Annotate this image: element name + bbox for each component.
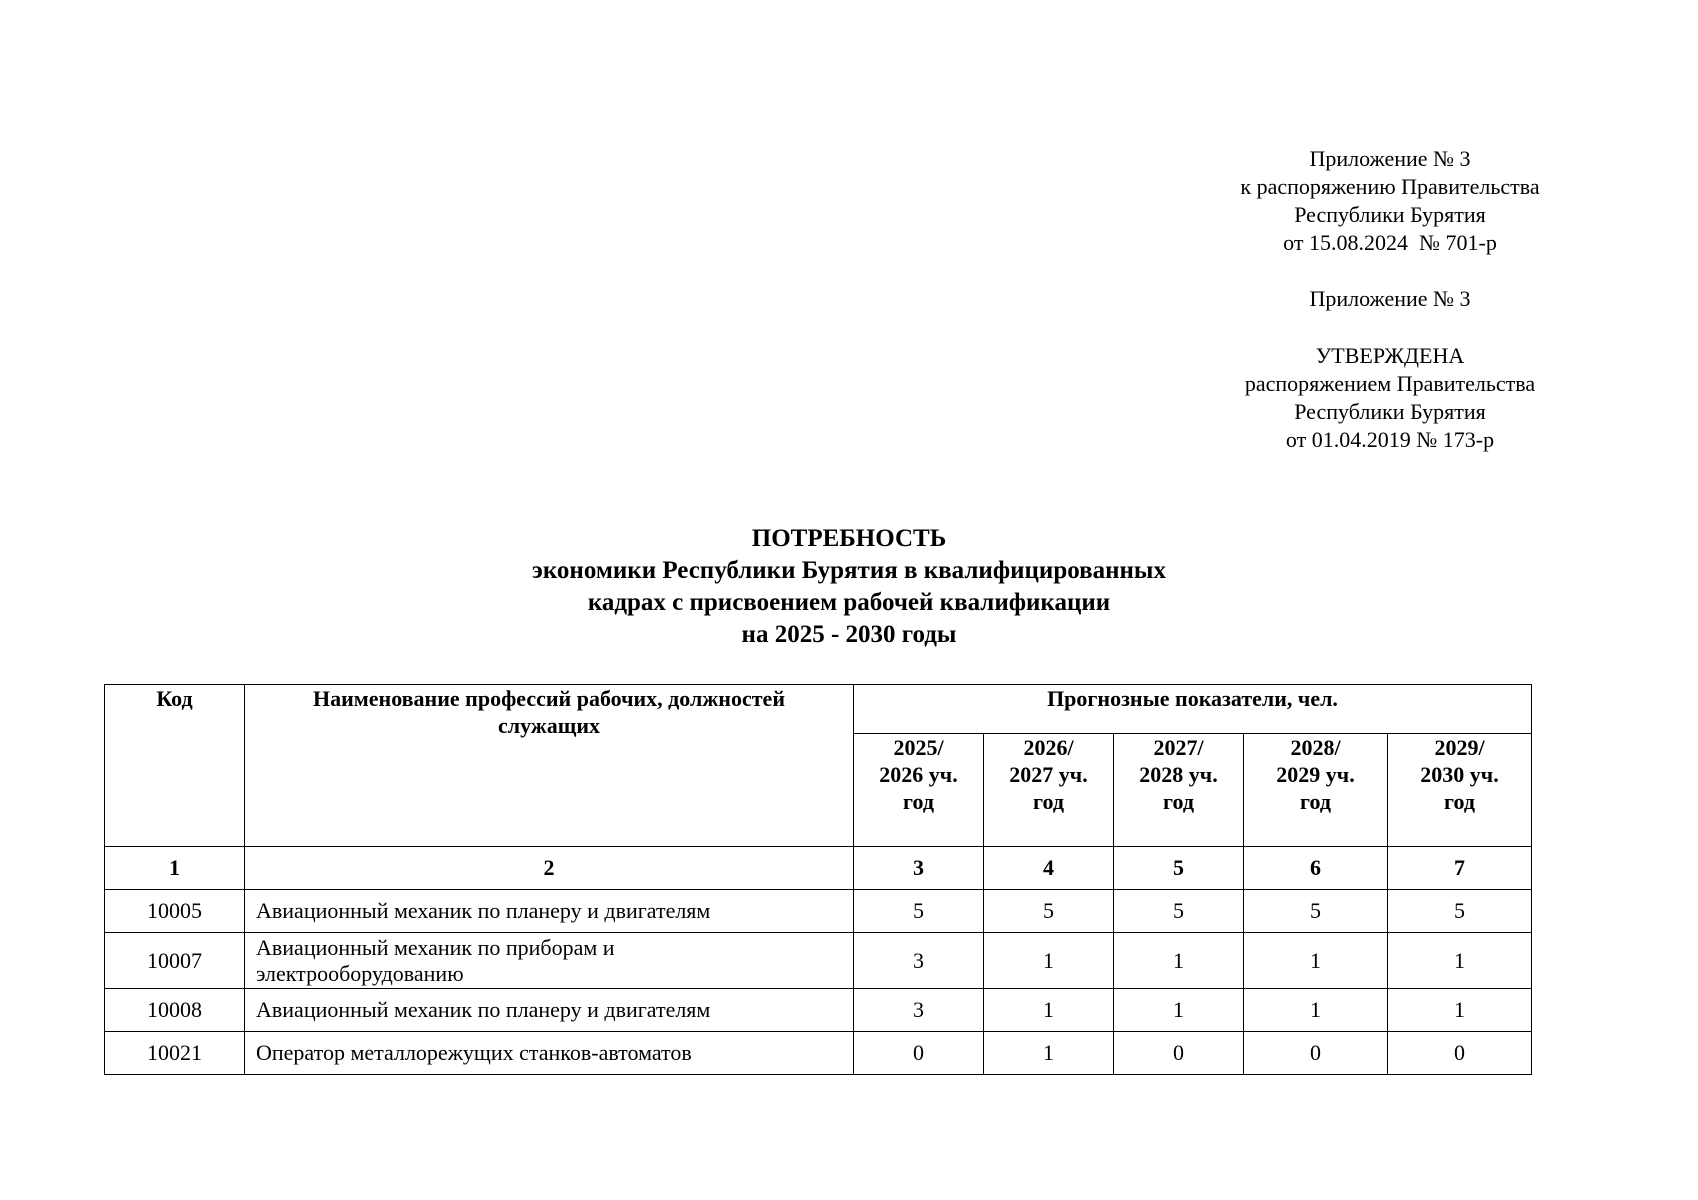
table-row [105, 1032, 1532, 1075]
approved-header [1190, 342, 1590, 454]
header-code: Код [105, 685, 245, 847]
row-value: 1 [984, 1032, 1114, 1075]
row-value: 0 [1388, 1032, 1532, 1075]
row-value: 1 [1388, 989, 1532, 1032]
row-value: 1 [1244, 933, 1388, 989]
table-row [105, 989, 1532, 1032]
appendix-date-number: от 15.08.2024 № 701-р [1283, 230, 1497, 255]
column-number-row [105, 847, 1532, 890]
row-value: 5 [1244, 890, 1388, 933]
row-value: 1 [984, 933, 1114, 989]
approved-by-order: распоряжением Правительства [1244, 371, 1536, 396]
appendix-to-order: к распоряжению Правительства [1240, 174, 1540, 199]
appendix-header [1190, 145, 1590, 257]
row-value: 5 [1114, 890, 1244, 933]
row-value: 1 [984, 989, 1114, 1032]
row-value: 0 [1114, 1032, 1244, 1075]
row-value: 0 [1244, 1032, 1388, 1075]
row-code: 10021 [105, 1032, 245, 1075]
row-code: 10007 [105, 933, 245, 989]
row-value: 5 [1388, 890, 1532, 933]
table-row [105, 890, 1532, 933]
document-title [0, 523, 1698, 651]
header-year-1: 2025/ 2026 уч. год [854, 734, 984, 847]
row-code: 10008 [105, 989, 245, 1032]
appendix-repeat-title: Приложение № 3 [1309, 286, 1471, 311]
table-header-row [105, 685, 1532, 734]
row-profession-name: Авиационный механик по планеру и двигателям [245, 989, 854, 1032]
row-value: 1 [1114, 933, 1244, 989]
column-number: 4 [984, 847, 1114, 890]
approved-date-number: от 01.04.2019 № 173-р [1285, 427, 1495, 452]
row-value: 1 [1114, 989, 1244, 1032]
row-profession-name: Авиационный механик по планеру и двигателям [245, 890, 854, 933]
row-profession-name: Авиационный механик по приборам и электрооборудованию [245, 933, 854, 989]
row-value: 1 [1244, 989, 1388, 1032]
header-year-5: 2029/ 2030 уч. год [1388, 734, 1532, 847]
row-value: 5 [854, 890, 984, 933]
header-forecast: Прогнозные показатели, чел. [854, 685, 1532, 734]
column-number: 1 [105, 847, 245, 890]
row-value: 1 [1388, 933, 1532, 989]
header-year-2: 2026/ 2027 уч. год [984, 734, 1114, 847]
column-number: 7 [1388, 847, 1532, 890]
appendix-repeat [1190, 285, 1590, 313]
column-number: 5 [1114, 847, 1244, 890]
column-number: 3 [854, 847, 984, 890]
appendix-title: Приложение № 3 [1309, 146, 1471, 171]
row-value: 3 [854, 933, 984, 989]
approved-republic: Республики Бурятия [1294, 399, 1486, 424]
row-code: 10005 [105, 890, 245, 933]
header-year-3: 2027/ 2028 уч. год [1114, 734, 1244, 847]
title-line-2: экономики Республики Бурятия в квалифицированных [532, 557, 1166, 584]
title-line-3: кадрах с присвоением рабочей квалификации [587, 589, 1111, 616]
approved-title: УТВЕРЖДЕНА [1315, 343, 1465, 368]
table-row [105, 933, 1532, 989]
column-number: 6 [1244, 847, 1388, 890]
title-main: ПОТРЕБНОСТЬ [751, 525, 947, 552]
row-value: 0 [854, 1032, 984, 1075]
column-number: 2 [245, 847, 854, 890]
forecast-table [104, 684, 1532, 1075]
appendix-republic: Республики Бурятия [1294, 202, 1486, 227]
title-line-4: на 2025 - 2030 годы [741, 621, 957, 648]
row-value: 3 [854, 989, 984, 1032]
row-value: 5 [984, 890, 1114, 933]
row-profession-name: Оператор металлорежущих станков-автоматов [245, 1032, 854, 1075]
header-profession-name: Наименование профессий рабочих, должностей служащих [245, 685, 854, 847]
header-year-4: 2028/ 2029 уч. год [1244, 734, 1388, 847]
